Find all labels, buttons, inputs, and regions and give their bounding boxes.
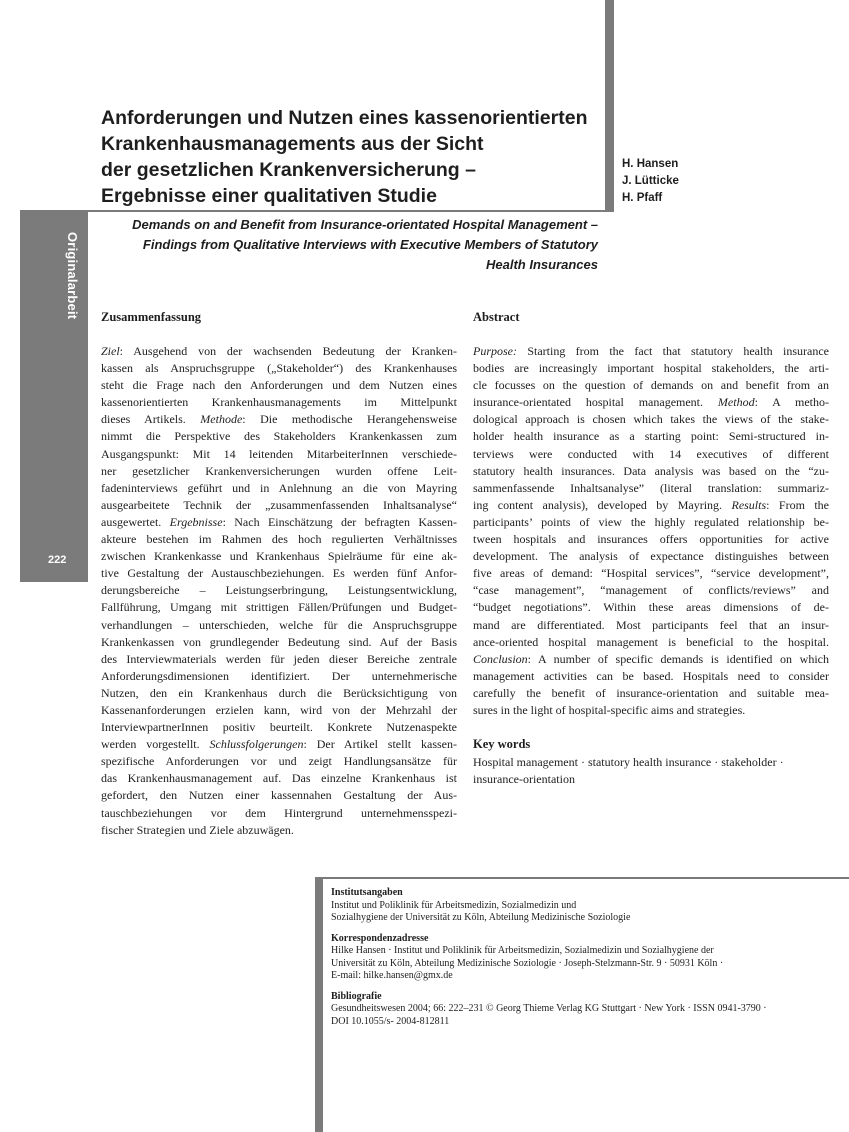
text-run: statutory health insurances. Data analysis was based on the “zu- [473, 463, 829, 478]
text-run: kassen als Anspruchsgruppe („Stakeholder“) des Krankenhauses [101, 361, 457, 376]
text-run: gefordert, den Nutzen einer kassennahen Gestaltung der Aus- [101, 788, 457, 803]
text-run: Krankenkassen von grundlegender Bedeutung sind. Auf der Basis [101, 634, 457, 649]
abstract-line [473, 343, 829, 360]
abstract-line [473, 599, 829, 616]
text-run: ner gesetzlicher Krankenversicherungen wurden offene Leit- [101, 463, 457, 478]
abstract-line [473, 634, 829, 651]
abstract-line [473, 377, 829, 394]
text-run: insurance-orientated hospital management. [473, 395, 718, 410]
zusammenfassung-line [101, 599, 457, 616]
text-run: spezifische Anforderungen vor und zeigt Handlungsansätze für [101, 754, 457, 769]
text-run: : Der Artikel stellt kassen- [303, 737, 457, 752]
subtitle-line: Findings from Qualitative Interviews with Executive Members of Statutory [142, 237, 598, 252]
abstract-line [473, 497, 829, 514]
text-run: werden vorgestellt. [101, 737, 210, 752]
text-run: mand are differentiated. Most participants feel that an insur- [473, 617, 829, 632]
top-divider-bar [605, 0, 614, 212]
text-run: dieses Artikels. [101, 412, 201, 427]
text-run: management activities can be based. Hospitals need to consider [473, 668, 829, 683]
text-run: tive Gestaltung der Austauschbeziehungen. Es werden fünf Anfor- [101, 566, 457, 581]
text-run: akteure bestehen im Rahmen des hoch regulierten Verhältnisses [101, 532, 457, 547]
footer-rule [315, 877, 849, 879]
zusammenfassung-line [101, 582, 457, 599]
abstract-line [473, 531, 829, 548]
zusammenfassung-line [101, 446, 457, 463]
zusammenfassung-line [101, 497, 457, 514]
zusammenfassung-line [101, 548, 457, 565]
text-run: tauschbeziehungen vor dem Hintergrund unternehmensspezi- [101, 805, 457, 820]
text-run: sammenfassende Inhaltsanalyse” (literal translation: summariz- [473, 480, 829, 495]
zusammenfassung-line [101, 565, 457, 582]
abstract-line [473, 394, 829, 411]
info-line: Institut und Poliklinik für Arbeitsmedizin, Sozialmedizin und [331, 899, 577, 911]
text-run: kassenorientierten Krankenhausmanagements im Mittelpunkt [101, 395, 457, 410]
abstract-heading: Abstract [473, 310, 520, 324]
text-run: five areas of demand: “Hospital services”, “service development”, [473, 566, 829, 581]
abstract-line [473, 617, 829, 634]
zusammenfassung-line [101, 463, 457, 480]
text-run: ing content analysis), developed by Mayring. [473, 497, 732, 512]
zusammenfassung-line [101, 736, 457, 753]
article-title [101, 105, 601, 209]
text-run: Nutzen, den ein Krankenhaus durch die Berücksichtigung von [101, 685, 457, 700]
text-run: steht die Frage nach den Anforderungen und dem Nutzen eines [101, 378, 457, 393]
text-run: Fallführung, Umgang mit strittigen Fällen/Prüfungen und Budget- [101, 600, 457, 615]
abstract-line [473, 565, 829, 582]
abstract-line [473, 446, 829, 463]
abstract-line [473, 668, 829, 685]
text-run: “case management”, “management of conflicts/reviews” and [473, 583, 829, 598]
english-title [101, 215, 598, 275]
info-heading: Korrespondenzadresse [331, 932, 429, 944]
zusammenfassung-line [101, 480, 457, 497]
zusammenfassung-line [101, 685, 457, 702]
keywords-line: insurance-orientation [473, 772, 575, 786]
abstract-line [473, 582, 829, 599]
text-run: ance-oriented hospital management is beneficial to the hospital. [473, 634, 829, 649]
zusammenfassung-line [101, 360, 457, 377]
author: J. Lütticke [622, 175, 679, 187]
zusammenfassung-line [101, 753, 457, 770]
zusammenfassung-line [101, 531, 457, 548]
abstract-line [473, 548, 829, 565]
abstract-line [473, 702, 829, 719]
zusammenfassung-body [101, 343, 457, 839]
keywords-list [473, 754, 833, 788]
text-run: Ausgangspunkt: Mit 14 leitenden MitarbeiterInnen verschiede- [101, 446, 457, 461]
text-run: fadeninterviews geführt und in Anlehnung an die von Mayring [101, 480, 457, 495]
text-run: sures in the light of hospital-specific aims and strategies. [473, 702, 746, 717]
title-line: Ergebnisse einer qualitativen Studie [101, 185, 437, 207]
info-line: DOI 10.1055/s- 2004-812811 [331, 1015, 450, 1027]
info-heading: Institutsangaben [331, 887, 403, 898]
section-keyword: Ziel [101, 344, 120, 358]
text-run: cle focusses on the question of demands on and benefit from an [473, 378, 829, 393]
text-run: Starting from the fact that statutory health insurance [517, 344, 829, 358]
section-keyword: Schlussfolgerungen [209, 737, 304, 752]
author: H. Pfaff [622, 192, 663, 204]
info-line: Sozialhygiene der Universität zu Köln, Abteilung Medizinische Soziologie [331, 912, 631, 923]
text-run: participants’ points of view the highly regulated relationship be- [473, 514, 829, 529]
zusammenfassung-line [101, 428, 457, 445]
section-keyword: Method [717, 395, 755, 410]
abstract-line [473, 651, 829, 668]
zusammenfassung-line [101, 411, 457, 428]
text-run: : Die methodische Herangehensweise [242, 412, 457, 427]
section-keyword: Results [731, 497, 767, 512]
article-info-box [331, 887, 831, 1036]
abstract-body [473, 343, 829, 719]
zusammenfassung-line [101, 702, 457, 719]
subtitle-line: Demands on and Benefit from Insurance-orientated Hospital Management – [132, 217, 598, 232]
info-line: Hilke Hansen · Institut und Poliklinik für Arbeitsmedizin, Sozialmedizin und Sozialhygiene der [331, 945, 714, 956]
keywords-line: Hospital management · statutory health insurance · stakeholder · [473, 755, 784, 769]
author: H. Hansen [622, 158, 679, 170]
text-run: derungsbereiche – Leistungserbringung, Leistungsentwicklung, [101, 583, 457, 598]
text-run: verhandlungen – unterschieden, welche für die Anspruchsgruppe [101, 617, 457, 632]
text-run: : Nach Einschätzung der befragten Kassen- [222, 514, 457, 529]
title-line: Krankenhausmanagements aus der Sicht [101, 133, 484, 155]
zusammenfassung-line [101, 514, 457, 531]
abstract-line [473, 411, 829, 428]
abstract-line [473, 428, 829, 445]
text-run: : A metho- [754, 395, 829, 410]
info-block [331, 933, 831, 983]
zusammenfassung-line [101, 651, 457, 668]
text-run: terviews were conducted with 14 executives of different [473, 446, 829, 461]
abstract-line [473, 360, 829, 377]
zusammenfassung-line [101, 634, 457, 651]
abstract-line [473, 480, 829, 497]
text-run: development. The analysis of expectance distinguishes between [473, 549, 829, 564]
title-line: der gesetzlichen Krankenversicherung – [101, 159, 476, 181]
author-list [622, 156, 679, 207]
text-run: Anforderungsdimensionen identifiziert. Der unternehmerische [101, 668, 457, 683]
info-block [331, 991, 831, 1029]
text-run: dological approach is chosen which takes the views of the stake- [473, 412, 829, 427]
text-run: zwischen Krankenkasse und Krankenhaus Spielräume für eine ak- [101, 549, 457, 564]
zusammenfassung-heading: Zusammenfassung [101, 310, 202, 324]
abstract-line [473, 685, 829, 702]
text-run: holder health insurance as a starting point: Semi-structured in- [473, 429, 829, 444]
section-label: Originalarbeit [65, 232, 80, 320]
zusammenfassung-line [101, 343, 457, 360]
header-rule [20, 210, 614, 212]
zusammenfassung-line [101, 394, 457, 411]
zusammenfassung-line [101, 770, 457, 787]
keywords-heading: Key words [473, 737, 531, 751]
zusammenfassung-line [101, 822, 457, 839]
info-heading: Bibliografie [331, 990, 382, 1002]
section-keyword: Conclusion [473, 651, 528, 666]
zusammenfassung-line [101, 787, 457, 804]
section-keyword: Methode [200, 412, 243, 427]
footer-divider-bar [315, 877, 323, 1132]
zusammenfassung-line [101, 668, 457, 685]
text-run: des Interviewmaterials werden für jeden dieser Bereiche zentrale [101, 651, 457, 666]
text-run: ausgewertet. [101, 514, 170, 529]
page-number: 222 [48, 554, 67, 566]
title-line: Anforderungen und Nutzen eines kassenorientierten [101, 107, 588, 129]
text-run: : Ausgehend von der wachsenden Bedeutung der Kranken- [119, 344, 457, 358]
text-run: “budget negotiations”. Within these areas dimensions of de- [473, 600, 829, 615]
text-run: : From the [766, 497, 829, 512]
text-run: carefully the benefit of insurance-orientation and suitable mea- [473, 685, 829, 700]
info-line: Gesundheitswesen 2004; 66: 222–231 © Georg Thieme Verlag KG Stuttgart · New York · ISSN 0941-3790 · [331, 1003, 767, 1014]
text-run: tween hospitals and insurances offers opportunities for active [473, 532, 829, 547]
info-line: E-mail: hilke.hansen@gmx.de [331, 970, 453, 981]
zusammenfassung-line [101, 617, 457, 634]
section-keyword: Purpose: [473, 344, 517, 358]
zusammenfassung-line [101, 805, 457, 822]
info-block [331, 887, 831, 925]
text-run: nimmt die Perspektive des Stakeholders Krankenkassen zum [101, 429, 457, 444]
text-run: InterviewpartnerInnen positiv beurteilt. Konkrete Nutzenaspekte [101, 720, 457, 735]
zusammenfassung-line [101, 377, 457, 394]
info-line: Universität zu Köln, Abteilung Medizinische Soziologie · Joseph-Stelzmann-Str. 9 · 50931 Köln · [331, 957, 724, 969]
abstract-line [473, 463, 829, 480]
text-run: ausgearbeitete Technik der „zusammenfassenden Inhaltsanalyse“ [101, 497, 457, 512]
abstract-line [473, 514, 829, 531]
section-keyword: Ergebnisse [169, 514, 223, 529]
text-run: Kassenanforderungen erzielen kann, wird von der Mehrzahl der [101, 702, 457, 717]
text-run: das Krankenhausmanagement auf. Das einzelne Krankenhaus ist [101, 771, 457, 786]
text-run: bodies are increasingly important hospital stakeholders, the arti- [473, 361, 829, 376]
subtitle-line: Health Insurances [486, 257, 598, 272]
zusammenfassung-line [101, 719, 457, 736]
text-run: fischer Strategien und Ziele abzuwägen. [101, 822, 294, 837]
text-run: : A number of specific demands is identified on which [527, 651, 829, 666]
